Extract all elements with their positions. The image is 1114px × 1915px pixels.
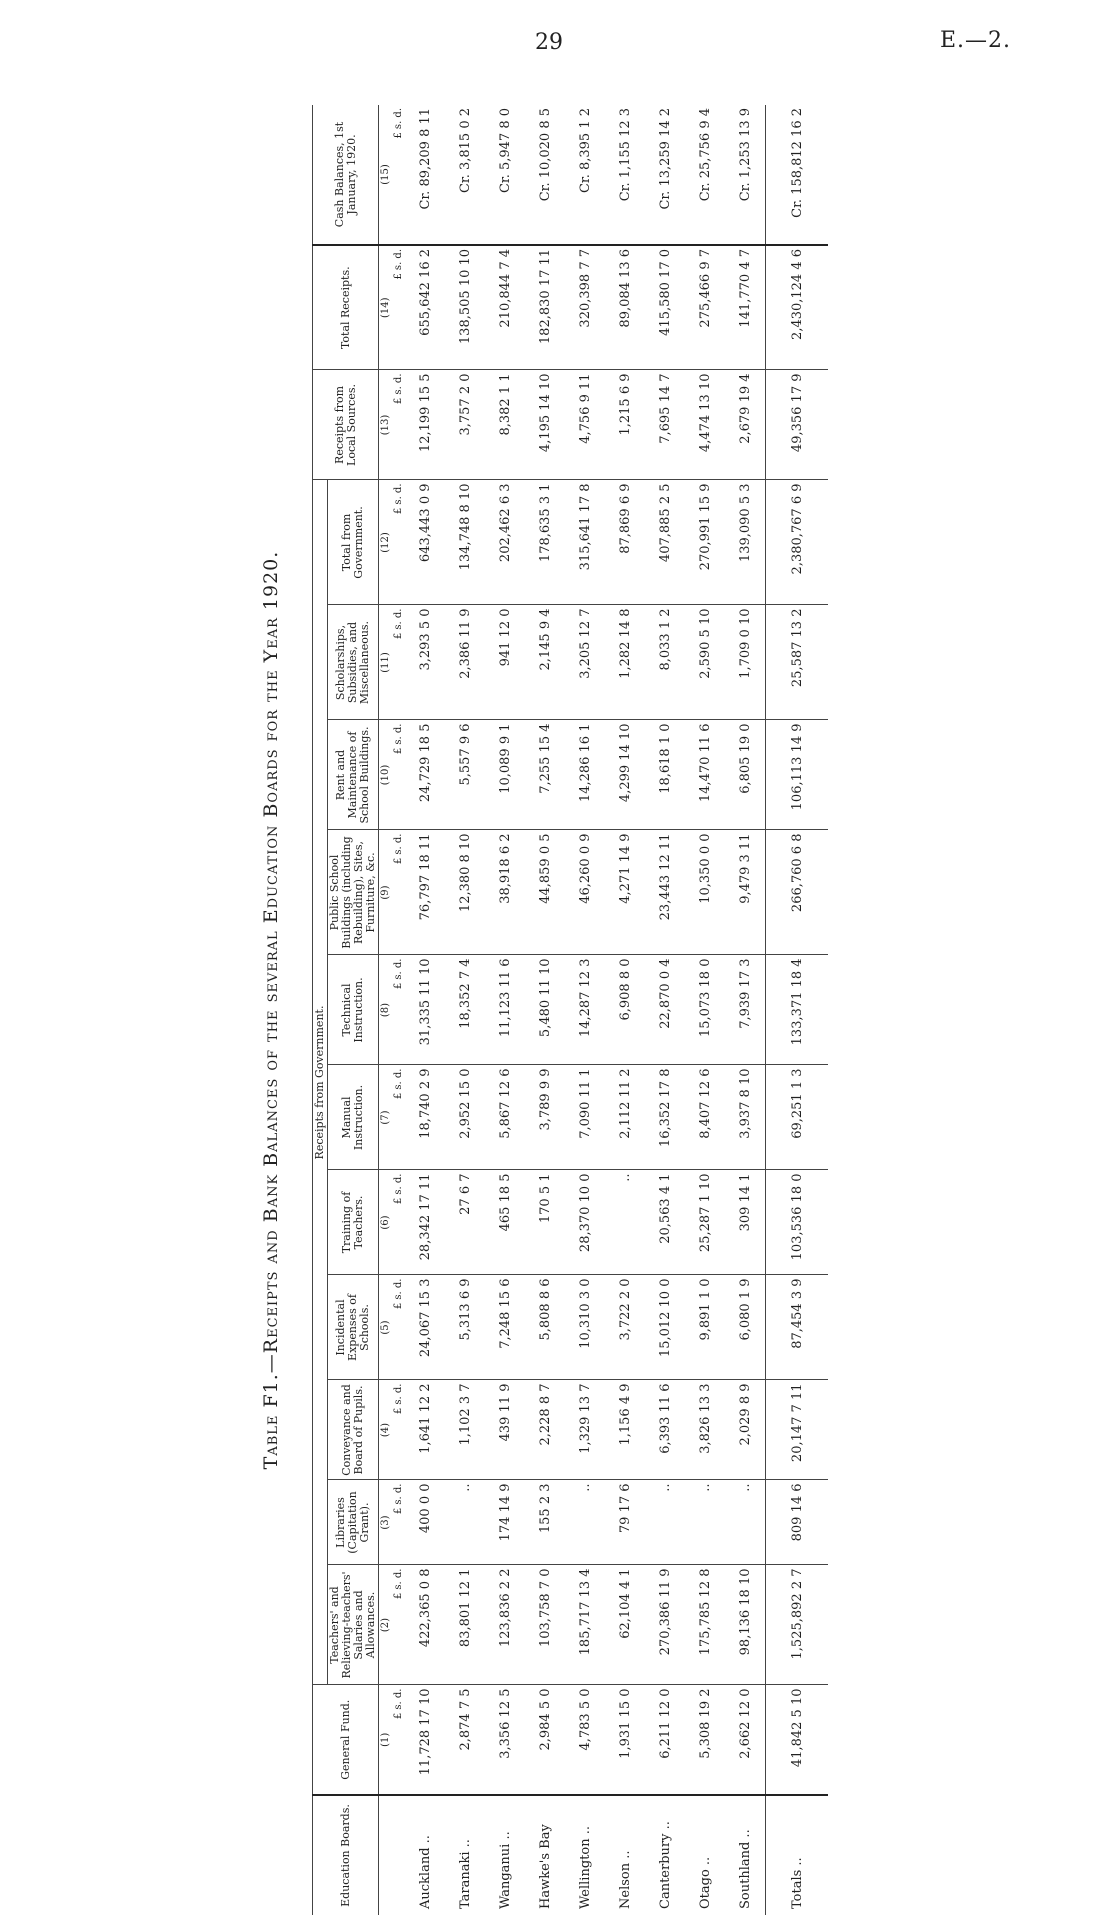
column-header: Total Receipts. [313,245,379,370]
units-label: £ s. d. [392,830,405,955]
table-cell: 1,102 3 7 [445,1380,485,1480]
column-header: Training of Teachers. [328,1170,379,1275]
table-cell: 7,090 11 1 [565,1065,605,1170]
table-cell: 98,136 18 10 [725,1565,766,1685]
table-cell: 14,470 11 6 [685,720,725,830]
table-cell: 6,908 8 0 [605,955,645,1065]
table-cell: 275,466 9 7 [685,245,725,370]
totals-cell: 49,356 17 9 [766,370,829,480]
totals-cell: 809 14 6 [766,1480,829,1565]
table-cell: 400 0 0 [405,1480,445,1565]
units-label: £ s. d. [392,1480,405,1565]
table-cell: 87,869 6 9 [605,480,645,605]
table-cell: 3,356 12 5 [485,1685,525,1795]
table-cell: 415,580 17 0 [645,245,685,370]
totals-cell: 87,454 3 9 [766,1275,829,1380]
board-name: Southland .. [725,1795,766,1915]
table-cell: Cr. 1,253 13 9 [725,105,766,245]
table-cell: 6,805 19 0 [725,720,766,830]
table-cell: 3,722 2 0 [605,1275,645,1380]
column-header: Manual Instruction. [328,1065,379,1170]
table-cell: 18,352 7 4 [445,955,485,1065]
units-label: £ s. d. [392,370,405,480]
table-cell: 643,443 0 9 [405,480,445,605]
units-label: £ s. d. [392,480,405,605]
table-cell: Cr. 89,209 8 11 [405,105,445,245]
table-cell: 270,386 11 9 [645,1565,685,1685]
table-cell: 182,830 17 11 [525,245,565,370]
table-cell: Cr. 5,947 8 0 [485,105,525,245]
table-cell: 1,215 6 9 [605,370,645,480]
table-cell: 941 12 0 [485,605,525,720]
column-header: Incidental Expenses of Schools. [328,1275,379,1380]
column-number: (7) [379,1065,393,1170]
table-cell: 123,836 2 2 [485,1565,525,1685]
table-cell: 138,505 10 10 [445,245,485,370]
board-name: Wanganui .. [485,1795,525,1915]
table-row [405,105,445,1915]
table-cell: 10,089 9 1 [485,720,525,830]
table-cell: 24,067 15 3 [405,1275,445,1380]
table-cell: Cr. 8,395 1 2 [565,105,605,245]
table-cell: 14,286 16 1 [565,720,605,830]
table-cell: 3,205 12 7 [565,605,605,720]
table-cell: 210,844 7 4 [485,245,525,370]
table-cell: 439 11 9 [485,1380,525,1480]
rotated-table-area [260,105,880,1915]
table-cell: 44,859 0 5 [525,830,565,955]
table-cell: 15,012 10 0 [645,1275,685,1380]
totals-cell: 69,251 1 3 [766,1065,829,1170]
table-row [445,105,485,1915]
table-cell: 79 17 6 [605,1480,645,1565]
table-cell: 3,826 13 3 [685,1380,725,1480]
column-number: (5) [379,1275,393,1380]
government-group-header: Receipts from Government. [313,480,328,1685]
column-number: (15) [379,105,393,245]
totals-cell: Cr. 158,812 16 2 [766,105,829,245]
board-name: Taranaki .. [445,1795,485,1915]
totals-cell: 2,380,767 6 9 [766,480,829,605]
table-cell: 18,740 2 9 [405,1065,445,1170]
table-title: Table F1.—Receipts and Bank Balances of the several Education Boards for the Year 1920. [260,550,282,1470]
table-cell: 23,443 12 11 [645,830,685,955]
table-cell: 62,104 4 1 [605,1565,645,1685]
table-row [525,105,565,1915]
table-cell: Cr. 10,020 8 5 [525,105,565,245]
table-cell: 407,885 2 5 [645,480,685,605]
units-label: £ s. d. [392,1275,405,1380]
table-cell: 8,382 1 1 [485,370,525,480]
table-cell: 2,874 7 5 [445,1685,485,1795]
table-cell: 4,271 14 9 [605,830,645,955]
table-cell: 4,299 14 10 [605,720,645,830]
column-header: Technical Instruction. [328,955,379,1065]
board-name: Wellington .. [565,1795,605,1915]
units-label: £ s. d. [392,105,405,245]
totals-label: Totals .. [766,1795,829,1915]
table-cell: 1,931 15 0 [605,1685,645,1795]
table-cell: 5,308 19 2 [685,1685,725,1795]
table-cell: 655,642 16 2 [405,245,445,370]
column-number: (9) [379,830,393,955]
totals-row [766,105,829,1915]
table-cell: 2,029 8 9 [725,1380,766,1480]
table-cell: 175,785 12 8 [685,1565,725,1685]
totals-cell: 41,842 5 10 [766,1685,829,1795]
table-row [645,105,685,1915]
table-cell: 315,641 17 8 [565,480,605,605]
table-cell: 465 18 5 [485,1170,525,1275]
table-cell: 46,260 0 9 [565,830,605,955]
column-number: (3) [379,1480,393,1565]
totals-cell: 133,371 18 4 [766,955,829,1065]
table-cell: 16,352 17 8 [645,1065,685,1170]
table-cell: 141,770 4 7 [725,245,766,370]
table-cell: 1,156 4 9 [605,1380,645,1480]
table-cell: 422,365 0 8 [405,1565,445,1685]
table-cell: 2,662 12 0 [725,1685,766,1795]
table-cell: 12,380 8 10 [445,830,485,955]
table-cell: 6,080 1 9 [725,1275,766,1380]
table-cell: 170 5 1 [525,1170,565,1275]
table-cell: .. [445,1480,485,1565]
board-name: Nelson .. [605,1795,645,1915]
column-number: (1) [379,1685,393,1795]
table-cell: 8,033 1 2 [645,605,685,720]
column-header: Libraries (Capitation Grant). [328,1480,379,1565]
totals-cell: 2,430,124 4 6 [766,245,829,370]
table-cell: 3,757 2 0 [445,370,485,480]
column-number: (8) [379,955,393,1065]
table-cell: 4,783 5 0 [565,1685,605,1795]
table-cell: 7,248 15 6 [485,1275,525,1380]
table-cell: .. [605,1170,645,1275]
column-number: (13) [379,370,393,480]
table-cell: Cr. 3,815 0 2 [445,105,485,245]
table-cell: 14,287 12 3 [565,955,605,1065]
board-name: Canterbury .. [645,1795,685,1915]
table-cell: 38,918 6 2 [485,830,525,955]
table-cell: 309 14 1 [725,1170,766,1275]
table-cell: 3,937 8 10 [725,1065,766,1170]
table-cell: 4,195 14 10 [525,370,565,480]
table-row [725,105,766,1915]
column-number: (6) [379,1170,393,1275]
column-number: (2) [379,1565,393,1685]
table-cell: 103,758 7 0 [525,1565,565,1685]
table-cell: 2,145 9 4 [525,605,565,720]
table-cell: 1,709 0 10 [725,605,766,720]
table-cell: 76,797 18 11 [405,830,445,955]
table-cell: 5,867 12 6 [485,1065,525,1170]
table-cell: 3,293 5 0 [405,605,445,720]
totals-cell: 1,525,892 2 7 [766,1565,829,1685]
table-cell: 4,474 13 10 [685,370,725,480]
table-cell: 7,255 15 4 [525,720,565,830]
table-cell: 20,563 4 1 [645,1170,685,1275]
table-cell: 7,939 17 3 [725,955,766,1065]
table-cell: 24,729 18 5 [405,720,445,830]
table-cell: 2,386 11 9 [445,605,485,720]
table-cell: 25,287 1 10 [685,1170,725,1275]
table-cell: 11,728 17 10 [405,1685,445,1795]
table-cell: 1,329 13 7 [565,1380,605,1480]
table-cell: 83,801 12 1 [445,1565,485,1685]
column-header: Receipts from Local Sources. [313,370,379,480]
table-cell: 9,891 1 0 [685,1275,725,1380]
table-cell: .. [645,1480,685,1565]
table-row [485,105,525,1915]
table-cell: 2,952 15 0 [445,1065,485,1170]
table-row [565,105,605,1915]
table-cell: 5,313 6 9 [445,1275,485,1380]
table-cell: 202,462 6 3 [485,480,525,605]
totals-cell: 106,113 14 9 [766,720,829,830]
column-header: Rent and Maintenance of School Buildings. [328,720,379,830]
table-cell: 28,370 10 0 [565,1170,605,1275]
column-header: Public School Buildings (including Rebuilding), Sites, Furniture, &c. [328,830,379,955]
table-cell: 7,695 14 7 [645,370,685,480]
table-cell: 155 2 3 [525,1480,565,1565]
table-cell: 4,756 9 11 [565,370,605,480]
totals-cell: 20,147 7 11 [766,1380,829,1480]
table-cell: Cr. 13,259 14 2 [645,105,685,245]
column-header: Total from Government. [328,480,379,605]
units-label: £ s. d. [392,245,405,370]
table-cell: 134,748 8 10 [445,480,485,605]
receipts-table [312,105,828,1915]
table-cell: Cr. 1,155 12 3 [605,105,645,245]
document-reference: E.—2. [940,28,1012,53]
board-column-spacer [392,1795,405,1915]
column-number: (4) [379,1380,393,1480]
table-cell: 1,641 12 2 [405,1380,445,1480]
table-cell: 12,199 15 5 [405,370,445,480]
board-column-header: Education Boards. [313,1795,379,1915]
units-row [392,105,405,1915]
table-cell: 1,282 14 8 [605,605,645,720]
units-label: £ s. d. [392,720,405,830]
units-label: £ s. d. [392,1565,405,1685]
table-cell: Cr. 25,756 9 4 [685,105,725,245]
table-cell: 6,211 12 0 [645,1685,685,1795]
table-cell: 2,984 5 0 [525,1685,565,1795]
table-cell: 2,679 19 4 [725,370,766,480]
table-cell: 31,335 11 10 [405,955,445,1065]
column-number: (10) [379,720,393,830]
table-cell: 2,590 5 10 [685,605,725,720]
board-column-spacer [379,1795,393,1915]
column-number: (11) [379,605,393,720]
table-cell: 10,310 3 0 [565,1275,605,1380]
table-cell: 270,991 15 9 [685,480,725,605]
page-number: 29 [535,30,563,55]
board-name: Auckland .. [405,1795,445,1915]
units-label: £ s. d. [392,1065,405,1170]
column-number: (14) [379,245,393,370]
table-cell: 185,717 13 4 [565,1565,605,1685]
table-cell: .. [565,1480,605,1565]
table-cell: .. [725,1480,766,1565]
totals-cell: 25,587 13 2 [766,605,829,720]
table-cell: 6,393 11 6 [645,1380,685,1480]
units-label: £ s. d. [392,955,405,1065]
table-cell: 178,635 3 1 [525,480,565,605]
table-cell: 5,808 8 6 [525,1275,565,1380]
column-header: Teachers' and Relieving-teachers' Salaries and Allowances. [328,1565,379,1685]
table-cell: 28,342 17 11 [405,1170,445,1275]
group-header-row [313,105,328,1915]
units-label: £ s. d. [392,1380,405,1480]
table-cell: 3,789 9 9 [525,1065,565,1170]
table-cell: 27 6 7 [445,1170,485,1275]
board-name: Hawke's Bay [525,1795,565,1915]
table-cell: 2,112 11 2 [605,1065,645,1170]
units-label: £ s. d. [392,1685,405,1795]
table-cell: 174 14 9 [485,1480,525,1565]
column-header: Scholarships, Subsidies, and Miscellaneous. [328,605,379,720]
table-cell: 320,398 7 7 [565,245,605,370]
table-cell: 22,870 0 4 [645,955,685,1065]
column-header: Cash Balances, 1st January, 1920. [313,105,379,245]
column-number: (12) [379,480,393,605]
table-cell: 5,480 11 10 [525,955,565,1065]
board-name: Otago .. [685,1795,725,1915]
table-cell: 89,084 13 6 [605,245,645,370]
table-cell: 5,557 9 6 [445,720,485,830]
column-number-row [379,105,393,1915]
table-cell: 139,090 5 3 [725,480,766,605]
units-label: £ s. d. [392,605,405,720]
column-header: Conveyance and Board of Pupils. [328,1380,379,1480]
table-cell: 8,407 12 6 [685,1065,725,1170]
table-row [685,105,725,1915]
table-cell: .. [685,1480,725,1565]
column-header: General Fund. [313,1685,379,1795]
table-cell: 2,228 8 7 [525,1380,565,1480]
table-cell: 9,479 3 11 [725,830,766,955]
totals-cell: 103,536 18 0 [766,1170,829,1275]
totals-cell: 266,760 6 8 [766,830,829,955]
units-label: £ s. d. [392,1170,405,1275]
table-cell: 18,618 1 0 [645,720,685,830]
table-cell: 10,350 0 0 [685,830,725,955]
table-row [605,105,645,1915]
table-cell: 11,123 11 6 [485,955,525,1065]
table-cell: 15,073 18 0 [685,955,725,1065]
